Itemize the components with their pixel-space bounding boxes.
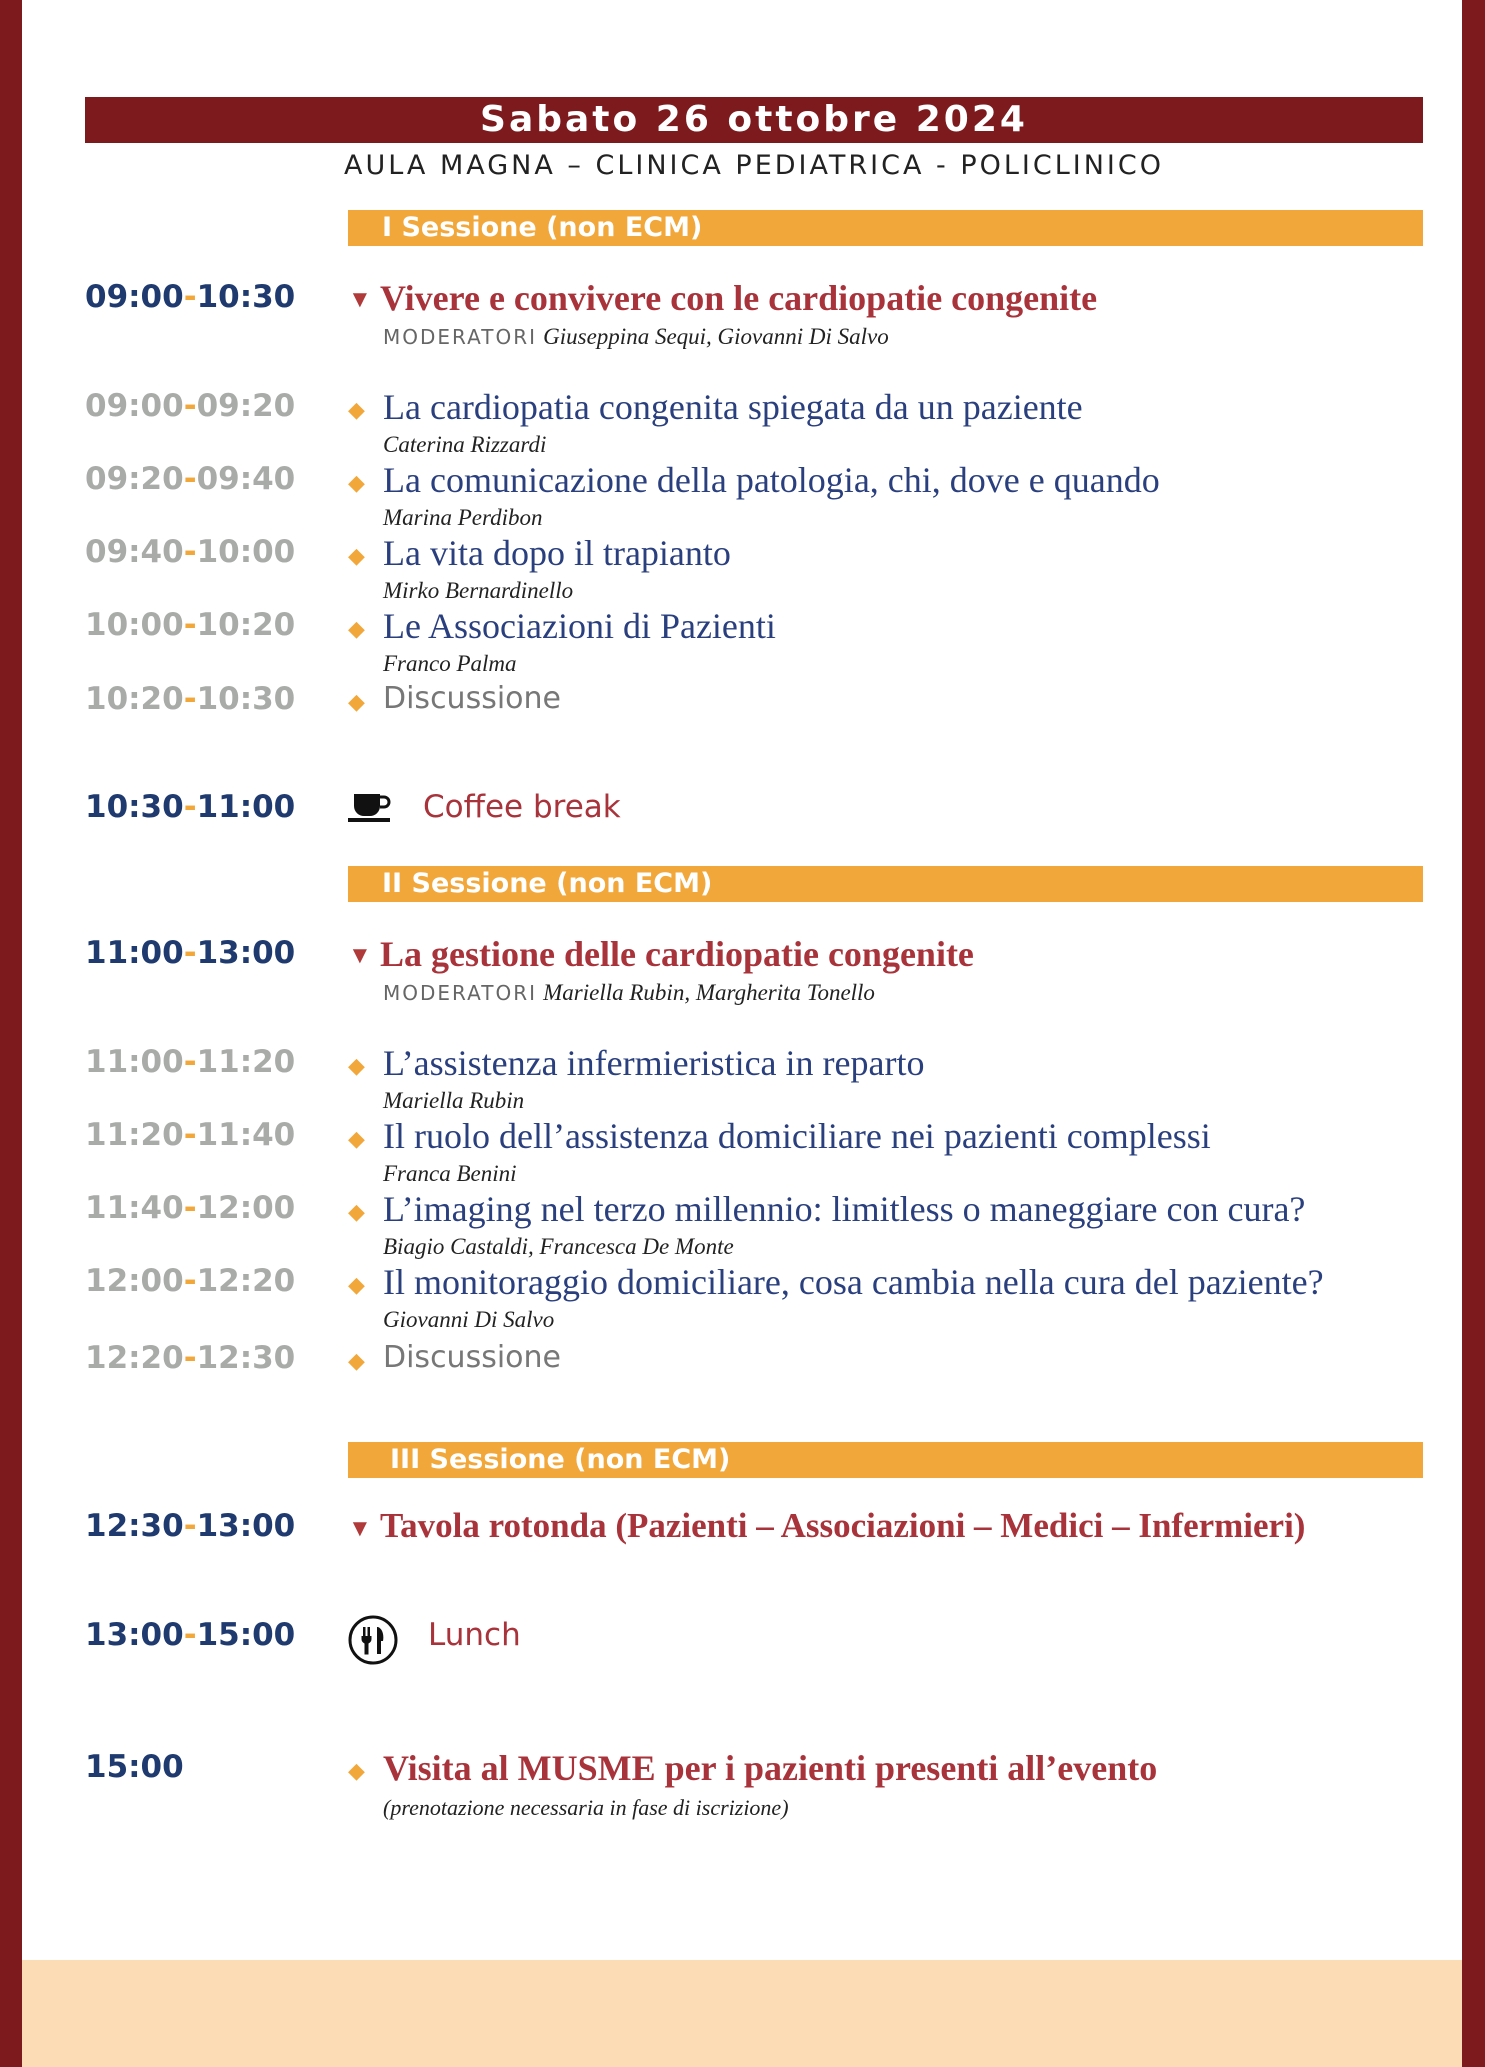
coffee-cup-icon (346, 792, 396, 824)
talk-1-3-time: 09:40-10:00 (85, 534, 296, 570)
session-1-title: Vivere e convivere con le cardiopatie congenite (380, 278, 1098, 318)
fork-knife-icon (347, 1614, 399, 1666)
diamond-bullet-icon: ◆ (348, 1199, 365, 1224)
diamond-bullet-icon: ◆ (348, 470, 365, 495)
talk-1-4-title: Le Associazioni di Pazienti (383, 606, 776, 646)
session-2-moderators: MODERATORI Mariella Rubin, Margherita Tonello (383, 980, 875, 1005)
talk-2-5-title: Discussione (383, 1340, 561, 1375)
coffee-break-time: 10:30-11:00 (85, 789, 296, 825)
diamond-bullet-icon: ◆ (348, 397, 365, 422)
lunch-label: Lunch (428, 1617, 521, 1653)
diamond-bullet-icon: ◆ (348, 689, 365, 714)
talk-2-5-time: 12:20-12:30 (85, 1340, 296, 1376)
diamond-bullet-icon: ◆ (348, 1053, 365, 1078)
bottom-band (22, 1960, 1462, 2067)
left-border (0, 0, 22, 2067)
talk-1-2-speaker: Marina Perdibon (383, 505, 543, 530)
lunch-time: 13:00-15:00 (85, 1617, 296, 1653)
talk-2-3-speaker: Biagio Castaldi, Francesca De Monte (383, 1234, 734, 1259)
visit-title: Visita al MUSME per i pazienti presenti all’evento (383, 1748, 1158, 1788)
talk-2-4-title: Il monitoraggio domiciliare, cosa cambia nella cura del paziente? (383, 1262, 1324, 1302)
venue-line: AULA MAGNA – CLINICA PEDIATRICA - POLICLINICO (344, 150, 1164, 181)
talk-1-2-title: La comunicazione della patologia, chi, dove e quando (383, 460, 1160, 500)
diamond-bullet-icon: ◆ (348, 1348, 365, 1373)
triangle-marker-icon: ▼ (348, 286, 372, 313)
session-2-bar: II Sessione (non ECM) (348, 866, 1423, 902)
session-3-bar: III Sessione (non ECM) (348, 1442, 1423, 1478)
talk-1-1-time: 09:00-09:20 (85, 388, 296, 424)
talk-1-3-title: La vita dopo il trapianto (383, 533, 731, 573)
talk-1-4-speaker: Franco Palma (383, 651, 517, 676)
talk-2-2-time: 11:20-11:40 (85, 1117, 296, 1153)
triangle-marker-icon: ▼ (348, 1515, 372, 1542)
talk-2-1-title: L’assistenza infermieristica in reparto (383, 1043, 925, 1083)
talk-1-5-time: 10:20-10:30 (85, 681, 296, 717)
talk-2-4-time: 12:00-12:20 (85, 1263, 296, 1299)
talk-2-3-time: 11:40-12:00 (85, 1190, 296, 1226)
talk-2-4-speaker: Giovanni Di Salvo (383, 1307, 555, 1332)
right-border (1462, 0, 1485, 2067)
date-header: Sabato 26 ottobre 2024 (85, 97, 1423, 143)
visit-time: 15:00 (85, 1749, 184, 1785)
talk-1-3-speaker: Mirko Bernardinello (383, 578, 574, 603)
talk-1-4-time: 10:00-10:20 (85, 607, 296, 643)
diamond-bullet-icon: ◆ (348, 543, 365, 568)
talk-2-1-speaker: Mariella Rubin (383, 1088, 525, 1113)
session-3-time: 12:30-13:00 (85, 1508, 296, 1544)
visit-note: (prenotazione necessaria in fase di iscrizione) (383, 1795, 789, 1820)
talk-1-2-time: 09:20-09:40 (85, 461, 296, 497)
session-2-title: La gestione delle cardiopatie congenite (380, 934, 974, 974)
session-1-time: 09:00-10:30 (85, 279, 296, 315)
session-1-bar: I Sessione (non ECM) (348, 210, 1423, 246)
talk-2-3-title: L’imaging nel terzo millennio: limitless o maneggiare con cura? (383, 1189, 1306, 1229)
talk-2-2-speaker: Franca Benini (383, 1161, 517, 1186)
diamond-bullet-icon: ◆ (348, 1126, 365, 1151)
talk-1-5-title: Discussione (383, 681, 561, 716)
talk-2-2-title: Il ruolo dell’assistenza domiciliare nei pazienti complessi (383, 1116, 1211, 1156)
diamond-bullet-icon: ◆ (348, 1272, 365, 1297)
talk-1-1-speaker: Caterina Rizzardi (383, 432, 547, 457)
coffee-break-label: Coffee break (423, 789, 621, 825)
diamond-bullet-icon: ◆ (348, 1758, 365, 1783)
triangle-marker-icon: ▼ (348, 942, 372, 969)
session-1-moderators: MODERATORI Giuseppina Sequi, Giovanni Di Salvo (383, 324, 889, 349)
talk-2-1-time: 11:00-11:20 (85, 1044, 296, 1080)
session-2-time: 11:00-13:00 (85, 935, 296, 971)
session-3-title: Tavola rotonda (Pazienti – Associazioni – Medici – Infermieri) (380, 1506, 1306, 1545)
diamond-bullet-icon: ◆ (348, 616, 365, 641)
talk-1-1-title: La cardiopatia congenita spiegata da un paziente (383, 387, 1083, 427)
